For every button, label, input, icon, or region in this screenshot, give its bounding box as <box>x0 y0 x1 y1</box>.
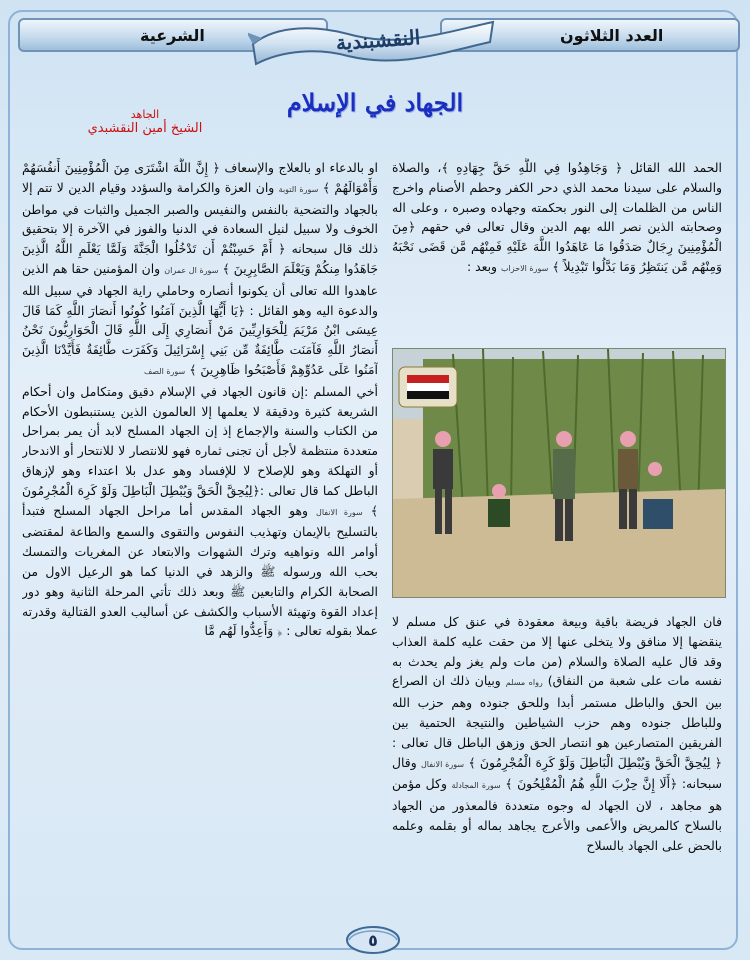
reference: سورة التوبة <box>278 184 319 194</box>
paragraph: او بالدعاء او بالعلاج والإسعاف ﴿ إِنَّ اللَّهَ اشْتَرَى مِنَ الْمُؤْمِنِينَ أَنفُسَهُمْ وَأَمْوَالَهُمْ ﴾ سورة التوبة وان العزة والكرامة والسؤدد وقيام الدين لا تتم إلا بالجهاد والتضحية بالنفس والنفيس والصبر الجميل والثبات في مواطن الخوف ولا سبيل لنيل السعادة في الدنيا والفوز في الآخرة إلا بتحقيق ذلك قال سبحانه ﴿ أَمْ حَسِبْتُمْ أَن تَدْخُلُوا الْجَنَّةَ وَلَمَّا يَعْلَمِ اللَّهُ الَّذِينَ جَاهَدُوا مِنكُمْ وَيَعْلَمَ الصَّابِرِينَ ﴾ سورة ال عمران وان المؤمنين حقا هم الذين عاهدوا الله تعالى أن يكونوا أنصاره وحاملي راية الجهاد في سبيل الله والدعوة اليه وهو القائل : ﴿يَا أَيُّهَا الَّذِينَ آمَنُوا كُونُوا أَنصَارَ اللَّهِ كَمَا قَالَ عِيسَى ابْنُ مَرْيَمَ لِلْحَوَارِيِّينَ مَنْ أَنصَارِي إِلَى اللَّهِ قَالَ الْحَوَارِيُّونَ نَحْنُ أَنصَارُ اللَّهِ فَآمَنَت طَّائِفَةٌ مِّن بَنِي إِسْرَائِيلَ وَكَفَرَت طَّائِفَةٌ فَأَيَّدْنَا الَّذِينَ آمَنُوا عَلَى عَدُوِّهِمْ فَأَصْبَحُوا ظَاهِرِينَ ﴾ سورة الصف <box>22 160 378 377</box>
reference: رواه مسلم <box>505 678 543 688</box>
author-block <box>60 108 230 136</box>
page-number-ornament <box>345 924 401 954</box>
reference: سورة الانفال <box>316 507 363 517</box>
fighters-photo <box>392 348 726 598</box>
issue-label: العدد الثلاثون <box>560 26 664 45</box>
column-left <box>22 158 378 930</box>
reference: سورة الانفال <box>420 759 465 769</box>
reference: سورة ال عمران <box>164 265 219 275</box>
paragraph: فان الجهاد فريضة باقية وبيعة معقودة في عنق كل مسلم لا ينقضها إلا منافق ولا يتخلى عنها إلا من حقت عليه كلمة العذاب وقد قال عليه الصلاة والسلام (من مات ولم يغز ولم يحدث به نفسه مات على شعبة من النفاق) رواه مسلم وبيان ذلك ان الصراع بين الحق والباطل مستمر أبدا وللحق جنوده وهم حزب الله وللباطل جنوده وهم حزب الشياطين والنتيجة الحتمية بين الفريقين المتصارعين هو انتصار الحق وزهق الباطل قال تعالى : ﴿ لِيُحِقَّ الْحَقَّ وَيُبْطِلَ الْبَاطِلَ وَلَوْ كَرِهَ الْمُجْرِمُونَ ﴾ سورة الانفال وقال سبحانه: ﴿أَلَا إِنَّ حِزْبَ اللَّهِ هُمُ الْمُفْلِحُونَ ﴾ سورة المجادلة وكل مؤمن هو مجاهد ، لان الجهاد له وجوه متعددة فالمعذور من الجهاد بالسلاح كالمريض والأعمى والأعرج يجاهد بماله أو بقلمه وعلمه بالحض على الجهاد بالسلاح <box>392 614 722 853</box>
section-label: الشرعية <box>140 26 205 45</box>
magazine-name: النقشبندية <box>335 25 421 55</box>
author-role: الجاهد <box>130 108 160 121</box>
reference: سورة المجادلة <box>451 781 501 791</box>
author-name: الشيخ أمين النقشبدي <box>87 121 203 136</box>
paragraph: أخي المسلم :إن قانون الجهاد في الإسلام دقيق ومتكامل وان أحكام الشريعة كثيرة ودقيقة لا يعلمها إلا العالمون الذين يستنبطون الأحكام من الكتاب والسنة والإجماع إذ إن الجهاد المسلح لابد أن يمر بمراحل متعددة منتظمة لأجل أن تجنى ثماره فهو للانتصار لا للانتحار أو الاندحار أو التهلكة وهو للإصلاح لا للإفساد وهو عدل بلا اعتداء وهو لإزهاق الباطل كما قال تعالى :﴿لِيُحِقَّ الْحَقَّ وَيُبْطِلَ الْبَاطِلَ وَلَوْ كَرِهَ الْمُجْرِمُونَ ﴾ سورة الانفال وهو الجهاد المقدس أما مراحل الجهاد المسلح فتبدأ بالتسليح بالإيمان وتهذيب النفوس والتقوى والسمع والطاعة لمقتضى أوامر الله ونواهيه وترك الشهوات والابتعاد عن المغريات والتمسك بحب الله ورسوله ﷺ والزهد في الدنيا كما هو الرعيل الاول من الصحابة الكرام والتابعين ﷺ وبعد ذلك تأتي المرحلة الثانية وهو دور إعداد القوة وتهيئة الأسباب والكشف عن أساليب العدو القتالية وقدرته عملا بقوله تعالى : ﴿ وَأَعِدُّوا لَهُم مَّا <box>22 383 378 639</box>
reference: سورة الاحزاب <box>500 263 549 273</box>
paragraph: الحمد الله القائل ﴿ وَجَاهِدُوا فِي اللَّهِ حَقَّ جِهَادِهِ ﴾، والصلاة والسلام على سيدنا محمد الذي دحر الكفر وحطم الأصنام واخرج الناس من الظلمات إلى النور بحكمته وجهاده وصبره ، وعلى اله وصحابته الذين نصر الله بهم الدين وقال تعالى في حقهم ﴿مِنَ الْمُؤْمِنِينَ رِجَالٌ صَدَقُوا مَا عَاهَدُوا اللَّهَ عَلَيْهِ فَمِنْهُم مَّن قَضَى نَحْبَهُ وَمِنْهُم مَّن يَنتَظِرُ وَمَا بَدَّلُوا تَبْدِيلاً ﴾ سورة الاحزاب وبعد : <box>392 160 722 274</box>
article-title: الجهاد في الإسلام <box>286 88 464 117</box>
column-right-bottom <box>392 612 722 940</box>
reference: سورة الصف <box>143 366 186 376</box>
column-right-top <box>392 158 722 330</box>
page-number: ٥ <box>368 931 378 950</box>
